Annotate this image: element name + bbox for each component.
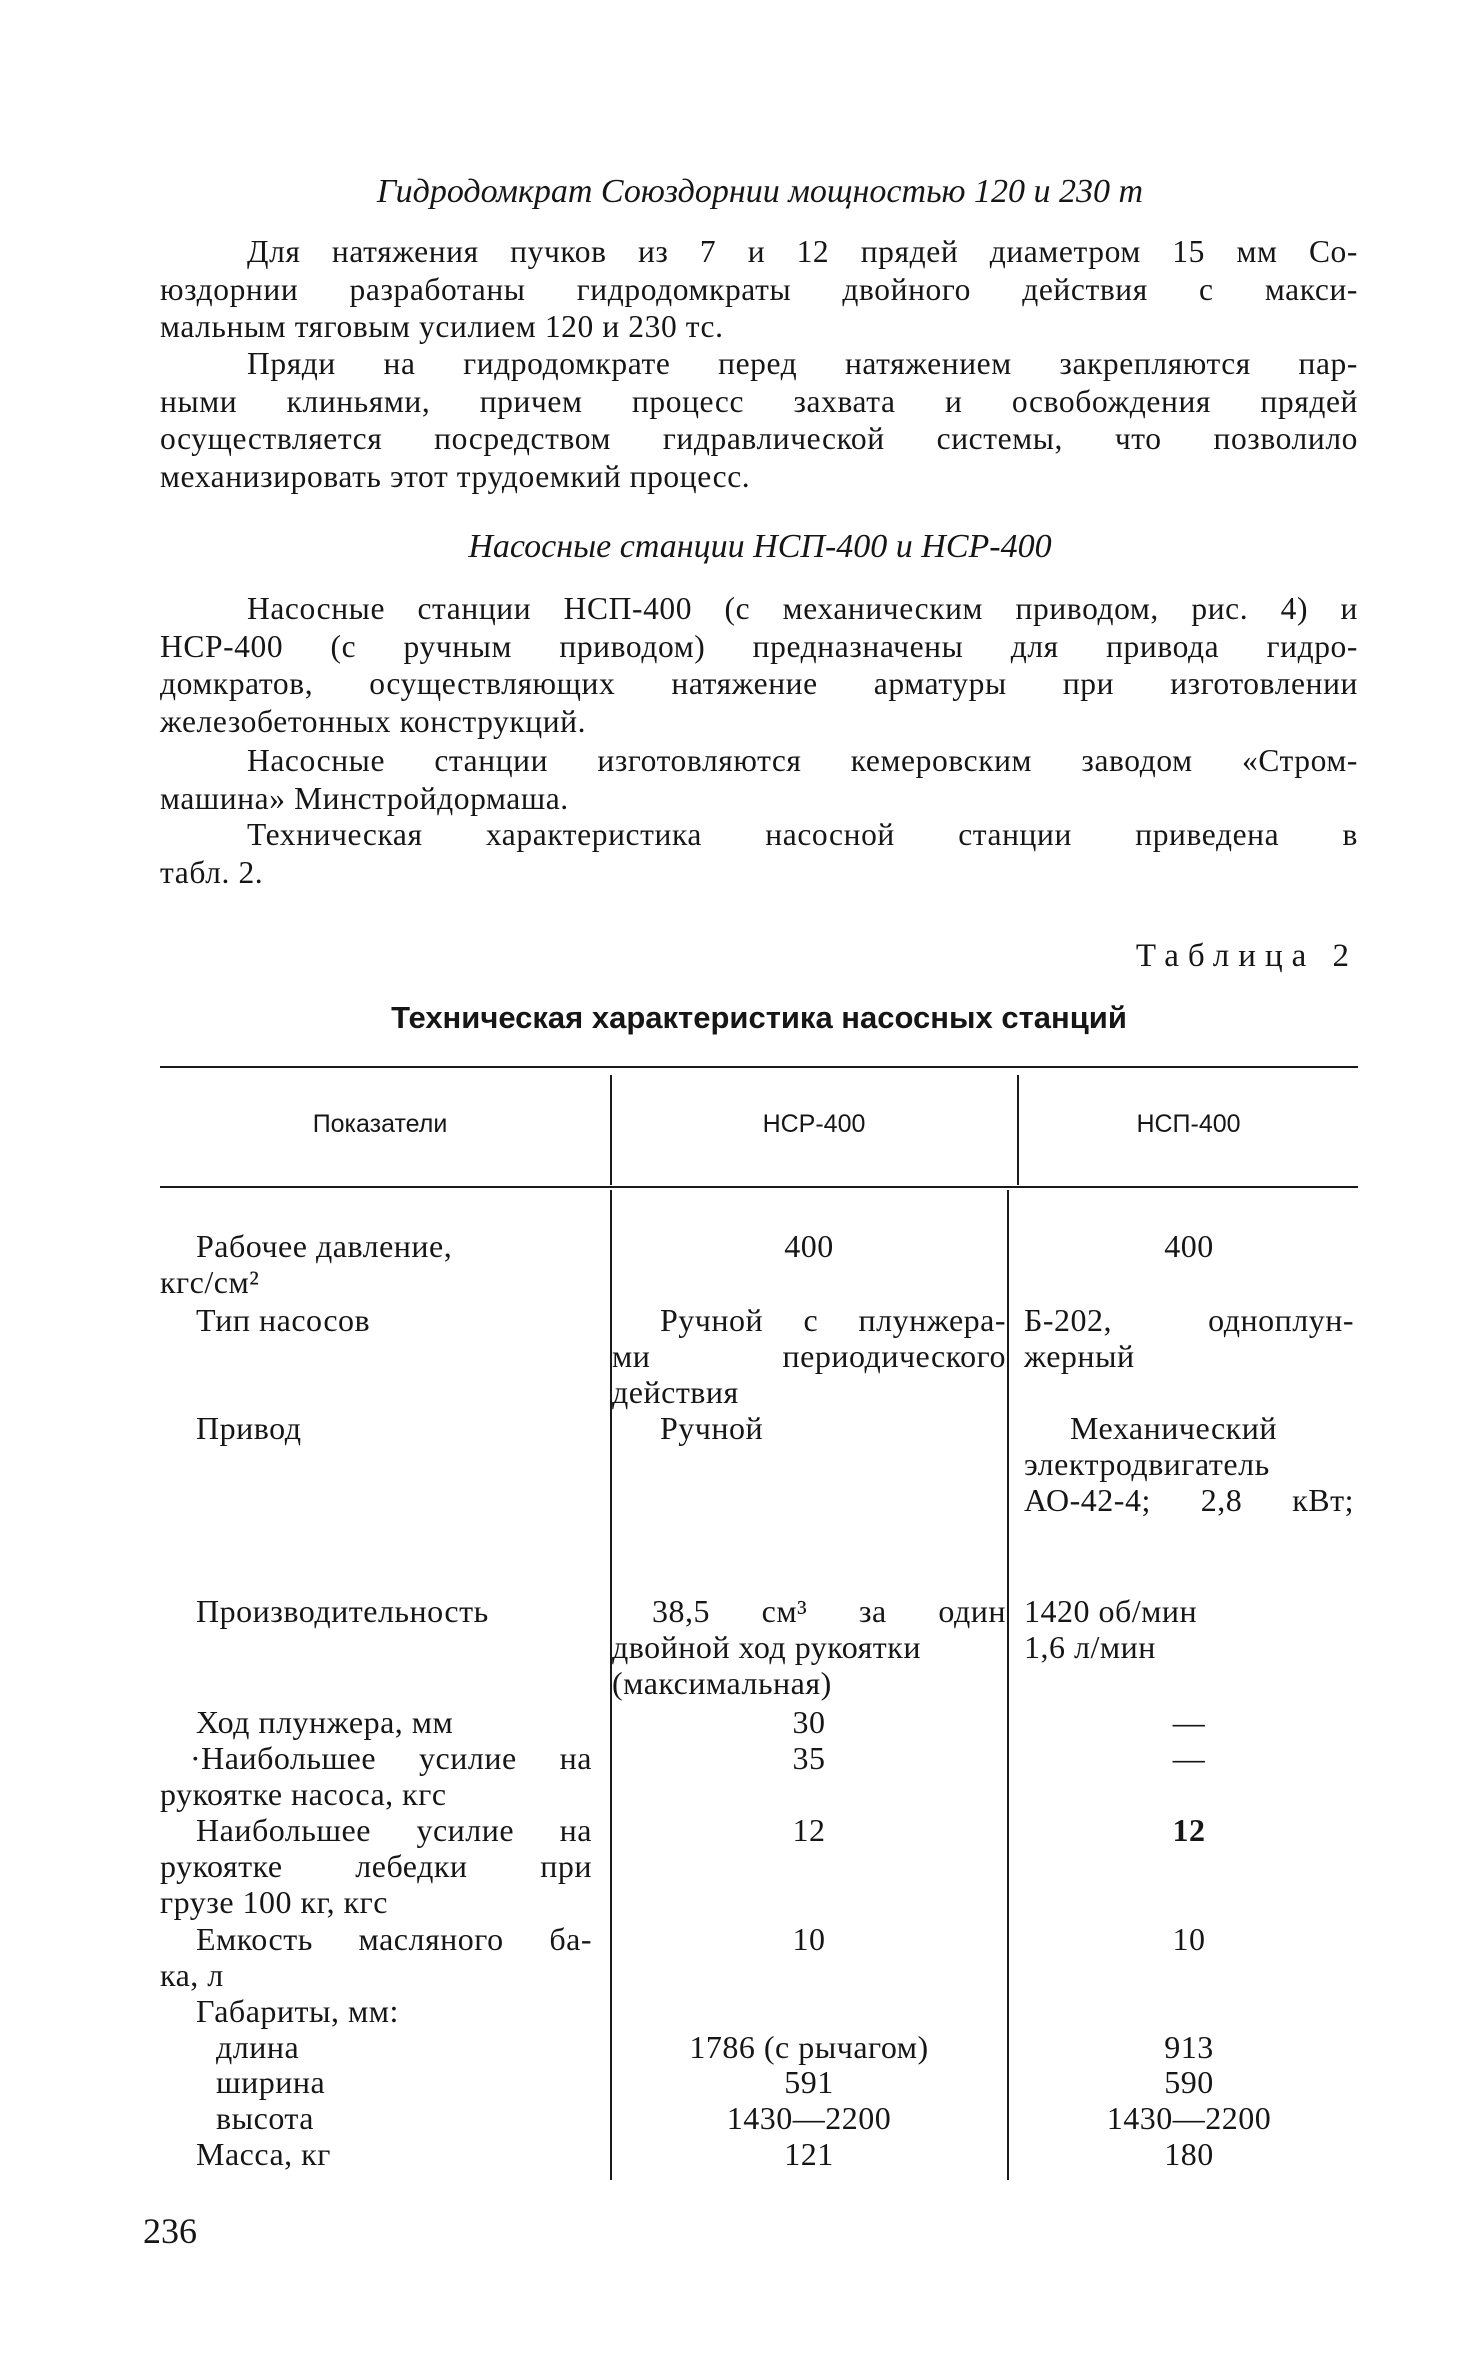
text-line: механизировать этот трудоемкий процесс. xyxy=(160,458,751,494)
row-label-line: кгс/см² xyxy=(160,1264,260,1300)
row-label-line: Емкость масляного ба- xyxy=(196,1921,592,1957)
row-label-line: ка, л xyxy=(160,1957,224,1993)
table-row-label xyxy=(160,1593,592,1629)
table-row-label xyxy=(160,1410,592,1446)
table-cell-nsr xyxy=(612,1410,1006,1446)
row-label-line: Наибольшее усилие на xyxy=(196,1812,592,1848)
paragraph-pump-stations-2 xyxy=(160,742,1358,817)
row-label-line: Ход плунжера, мм xyxy=(196,1704,454,1740)
text-line: табл. 2. xyxy=(160,854,264,890)
table-cell-nsr: 12 xyxy=(792,1812,826,1848)
table-cell-nsr: 10 xyxy=(792,1921,826,1957)
cell-line: ми периодического xyxy=(612,1338,1006,1374)
cell-line: 38,5 см³ за один xyxy=(652,1593,1006,1629)
table-row-label xyxy=(160,2136,592,2172)
table-cell-nsp xyxy=(1024,1593,1354,1665)
column-header-nsp400: НСП-400 xyxy=(1136,1110,1241,1138)
table-cell-nsr xyxy=(612,1593,1006,1701)
row-label-line: Тип насосов xyxy=(196,1302,371,1338)
text-line: ными клиньями, причем процесс захвата и освобождения прядей xyxy=(160,383,1358,419)
row-label-line: рукоятке лебедки при xyxy=(160,1848,592,1884)
text-line: домкратов, осуществляющих натяжение арматуры при изготовлении xyxy=(160,666,1358,701)
table-cell-nsp xyxy=(1024,1410,1354,1518)
text-line: Насосные станции изготовляются кемеровским заводом «Стром- xyxy=(247,743,1358,778)
table-cell-nsp: — xyxy=(1172,1704,1206,1740)
table-row-label xyxy=(160,2100,592,2136)
row-label-line: длина xyxy=(216,2029,300,2065)
table-cell-nsr xyxy=(612,1302,1006,1410)
cell-line: 1,6 л/мин xyxy=(1024,1629,1156,1665)
row-label-line: ·Наибольшее усилие на xyxy=(190,1740,592,1776)
table-row-label xyxy=(160,1704,592,1740)
table-cell-nsr: 30 xyxy=(792,1704,826,1740)
table-cell-nsp: 1430—2200 xyxy=(1106,2100,1272,2136)
text-line: мальным тяговым усилием 120 и 230 тс. xyxy=(160,309,724,344)
section-heading-hydrojack: Гидродомкрат Союздорнии мощностью 120 и 230 т xyxy=(376,173,1144,210)
text-line: машина» Минстройдормаша. xyxy=(160,780,569,816)
column-header-parameters: Показатели xyxy=(312,1110,448,1138)
table-row-label xyxy=(160,1993,592,2029)
row-label-line: Производительность xyxy=(196,1593,489,1629)
row-label-line: ширина xyxy=(216,2064,326,2100)
text-line: Насосные станции НСП-400 (с механическим приводом, рис. 4) и xyxy=(247,591,1358,626)
cell-line: Ручной с плунжера- xyxy=(660,1302,1006,1338)
cell-line: 1420 об/мин xyxy=(1024,1593,1198,1629)
row-label-line: грузе 100 кг, кгс xyxy=(160,1884,388,1920)
table-cell-nsr: 35 xyxy=(792,1740,826,1776)
paragraph-pump-stations-1 xyxy=(160,590,1358,740)
table-column-divider xyxy=(1007,1190,1009,2180)
cell-line: (максимальная) xyxy=(612,1665,832,1701)
table-row-label xyxy=(160,1740,592,1812)
text-line: железобетонных конструкций. xyxy=(160,703,587,739)
cell-line: двойной ход рукоятки xyxy=(612,1629,921,1665)
table-title: Техническая характеристика насосных станций xyxy=(391,1000,1127,1035)
paragraph-hydrojack-1 xyxy=(160,233,1358,346)
table-cell-nsr: 1430—2200 xyxy=(726,2100,892,2136)
table-cell-nsr: 1786 (с рычагом) xyxy=(689,2029,929,2065)
row-label-line: рукоятке насоса, кгс xyxy=(160,1776,447,1812)
section-heading-pump-stations: Насосные станции НСП-400 и НСР-400 xyxy=(468,528,1052,565)
column-header-nsr400: НСР-400 xyxy=(762,1110,866,1138)
table-row-label xyxy=(160,1302,592,1338)
table-header-rule xyxy=(160,1186,1358,1188)
text-line: Техническая характеристика насосной станции приведена в xyxy=(247,817,1358,852)
text-line: Для натяжения пучков из 7 и 12 прядей диаметром 15 мм Со- xyxy=(247,234,1358,269)
table-cell-nsp: — xyxy=(1172,1740,1206,1776)
row-label-line: Габариты, мм: xyxy=(196,1993,399,2029)
table-cell-nsr: 591 xyxy=(784,2064,834,2100)
table-label: Таблица 2 xyxy=(1135,938,1358,974)
cell-line: электродвигатель xyxy=(1024,1446,1270,1482)
table-row-label xyxy=(160,2064,592,2100)
row-label-line: Привод xyxy=(196,1410,302,1446)
text-line: осуществляется посредством гидравлической системы, что позволило xyxy=(160,421,1358,456)
table-cell-nsp: 913 xyxy=(1164,2029,1214,2065)
cell-line: Механический xyxy=(1070,1410,1277,1446)
table-row-label xyxy=(160,1812,592,1920)
paragraph-pump-stations-3 xyxy=(160,816,1358,891)
paragraph-hydrojack-2 xyxy=(160,345,1358,495)
text-line: НСР-400 (с ручным приводом) предназначены для привода гидро- xyxy=(160,628,1358,664)
table-cell-nsp: 180 xyxy=(1164,2136,1214,2172)
cell-line: действия xyxy=(612,1374,739,1410)
row-label-line: Рабочее давление, xyxy=(196,1228,453,1264)
table-cell-nsp xyxy=(1024,1302,1354,1374)
table-cell-nsr: 121 xyxy=(784,2136,834,2172)
table-cell-nsp: 590 xyxy=(1164,2064,1214,2100)
text-line: Пряди на гидродомкрате перед натяжением закрепляются пар- xyxy=(247,346,1358,381)
table-cell-nsr: 400 xyxy=(784,1228,834,1264)
cell-line: АО-42-4; 2,8 кВт; xyxy=(1024,1482,1354,1518)
table-row-label xyxy=(160,2029,592,2065)
table-row-label xyxy=(160,1921,592,1993)
table-cell-nsp: 10 xyxy=(1172,1921,1206,1957)
table-top-rule xyxy=(160,1066,1358,1068)
cell-line: жерный xyxy=(1024,1338,1135,1374)
table-cell-nsp: 400 xyxy=(1164,1228,1214,1264)
cell-line: Ручной xyxy=(660,1410,764,1446)
table-row-label xyxy=(160,1228,592,1300)
row-label-line: высота xyxy=(216,2100,314,2136)
text-line: юздорнии разработаны гидродомкраты двойного действия с макси- xyxy=(160,271,1358,307)
row-label-line: Масса, кг xyxy=(196,2136,331,2172)
cell-line: Б-202, одноплун- xyxy=(1024,1302,1354,1338)
page-number: 236 xyxy=(143,2211,197,2251)
table-cell-nsp: 12 xyxy=(1172,1812,1206,1848)
